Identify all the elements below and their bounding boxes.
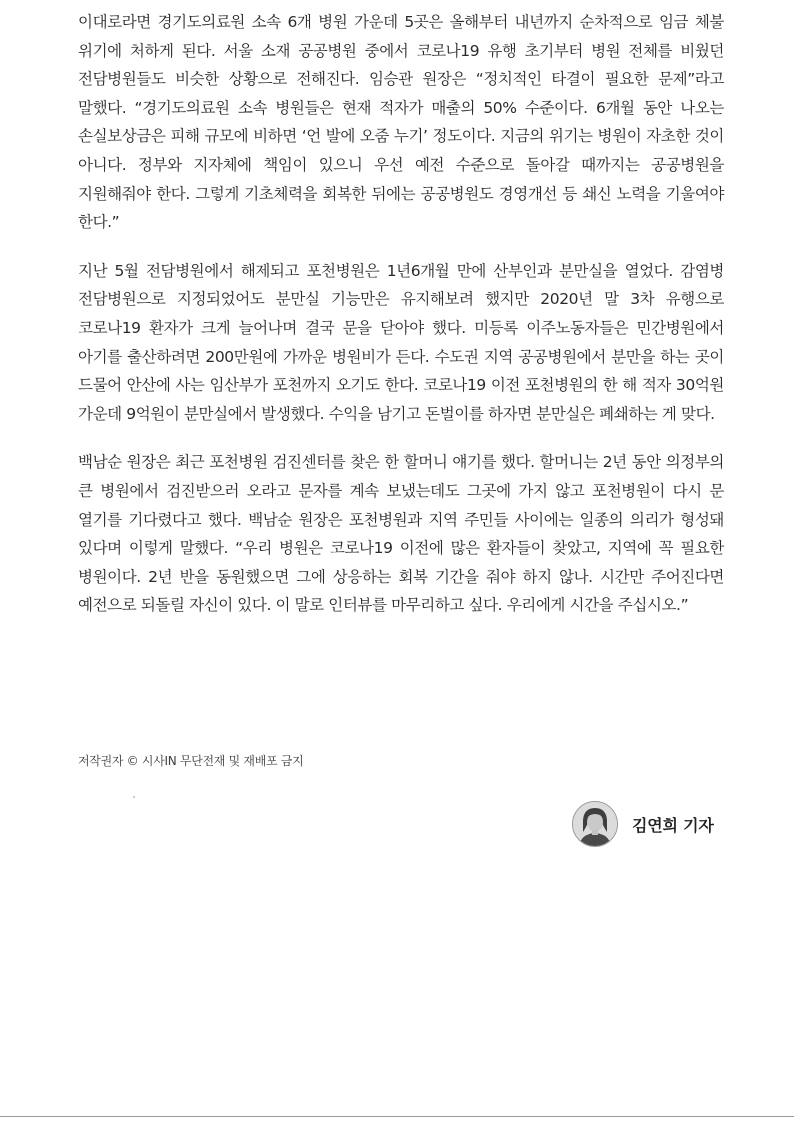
scan-speck — [133, 796, 135, 798]
paragraph-spacer — [78, 428, 724, 448]
reporter-portrait-icon — [573, 802, 617, 846]
reporter-name: 김연희 기자 — [632, 815, 714, 835]
article-paragraph-3: 백남순 원장은 최근 포천병원 검진센터를 찾은 한 할머니 얘기를 했다. 할머니는 2년 동안 의정부의 큰 병원에서 검진받으러 오라고 문자를 계속 보냈는데도 그곳에 가지 않고 포천병원이 다시 문 열기를 기다렸다고 했다. 백남순 원장은 포천병원과 지역 주민들 사이에는 일종의 의리가 형성돼 있다며 이렇게 말했다. “우리 병원은 코로나19 이전에 많은 환자들이 찾았고, 지역에 꼭 필요한 병원이다. 2년 반을 동원했으면 그에 상응하는 회복 기간을 줘야 하지 않나. 시간만 주어진다면 예전으로 되돌릴 자신이 있다. 이 말로 인터뷰를 마무리하고 싶다. 우리에게 시간을 주십시오.” — [78, 453, 724, 615]
article-body — [78, 8, 724, 620]
paragraph-spacer — [78, 237, 724, 257]
page-bottom-rule — [0, 1116, 794, 1117]
reporter-byline — [572, 800, 714, 848]
copyright-notice: 저작권자 © 시사IN 무단전재 및 재배포 금지 — [78, 754, 304, 768]
article-paragraph-1: 이대로라면 경기도의료원 소속 6개 병원 가운데 5곳은 올해부터 내년까지 순차적으로 임금 체불 위기에 처하게 된다. 서울 소재 공공병원 중에서 코로나19 유행 초기부터 병원 전체를 비웠던 전담병원들도 비슷한 상황으로 전해진다. 임승관 원장은 “정치적인 타결이 필요한 문제”라고 말했다. “경기도의료원 소속 병원들은 현재 적자가 매출의 50% 수준이다. 6개월 동안 나오는 손실보상금은 피해 규모에 비하면 ‘언 발에 오줌 누기’ 정도이다. 지금의 위기는 병원이 자초한 것이 아니다. 정부와 지자체에 책임이 있으니 우선 예전 수준으로 돌아갈 때까지는 공공병원을 지원해줘야 한다. 그렇게 기초체력을 회복한 뒤에는 공공병원도 경영개선 등 쇄신 노력을 기울여야 한다.” — [78, 13, 724, 232]
reporter-avatar-icon — [572, 801, 618, 847]
article-paragraph-2: 지난 5월 전담병원에서 해제되고 포천병원은 1년6개월 만에 산부인과 분만실을 열었다. 감염병 전담병원으로 지정되었어도 분만실 기능만은 유지해보려 했지만 2020년 말 3차 유행으로 코로나19 환자가 크게 늘어나며 결국 문을 닫아야 했다. 미등록 이주노동자들은 민간병원에서 아기를 출산하려면 200만원에 가까운 병원비가 든다. 수도권 지역 공공병원에서 분만을 하는 곳이 드물어 안산에 사는 임산부가 포천까지 오기도 한다. 코로나19 이전 포천병원의 한 해 적자 30억원 가운데 9억원이 분만실에서 발생했다. 수익을 남기고 돈벌이를 하자면 분만실은 폐쇄하는 게 맞다. — [78, 261, 724, 423]
